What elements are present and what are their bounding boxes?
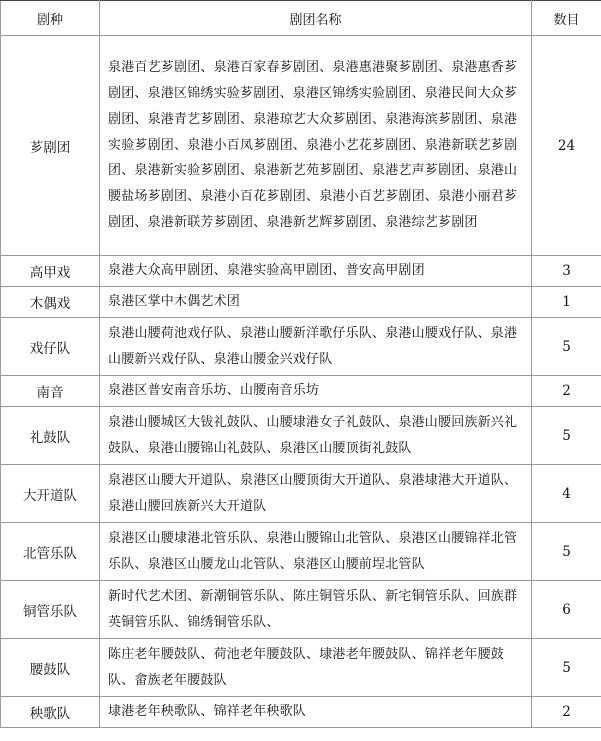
row-count: 24 [532,36,601,256]
row-count: 5 [532,318,601,376]
table-header-row [1,1,601,36]
row-count: 2 [532,697,601,728]
row-type: 秧歌队 [1,697,100,728]
table-row [1,318,601,376]
row-type: 木偶戏 [1,287,100,318]
row-type: 南音 [1,376,100,407]
row-names: 泉港百艺芗剧团、泉港百家春芗剧团、泉港惠港聚芗剧团、泉港惠香芗剧团、泉港区锦绣实验芗剧团、泉港区锦绣实验剧团、泉港民间大众芗剧团、泉港青艺芗剧团、泉港琼艺大众芗剧团、泉港海滨芗剧团、泉港实验芗剧团、泉港小百凤芗剧团、泉港小艺花芗剧团、泉港新联艺芗剧团、泉港新实验芗剧团、泉港新艺苑芗剧团、泉港艺声芗剧团、泉港山腰盐场芗剧团、泉港小百花芗剧团、泉港小百艺芗剧团、泉港小丽君芗剧团、泉港新联芳芗剧团、泉港新艺辉芗剧团、泉港综艺芗剧团 [100,36,532,256]
row-type: 芗剧团 [1,36,100,256]
row-type: 大开道队 [1,465,100,523]
row-type: 铜管乐队 [1,581,100,639]
table-row [1,697,601,728]
table-row [1,287,601,318]
row-names: 陈庄老年腰鼓队、荷池老年腰鼓队、埭港老年腰鼓队、锦祥老年腰鼓队、畲族老年腰鼓队 [100,639,532,697]
row-names: 泉港区山腰大开道队、泉港区山腰顶街大开道队、泉港埭港大开道队、泉港山腰回族新兴大开道队 [100,465,532,523]
row-count: 5 [532,639,601,697]
row-count: 2 [532,376,601,407]
row-count: 6 [532,581,601,639]
row-count: 4 [532,465,601,523]
row-type: 高甲戏 [1,256,100,287]
row-names: 埭港老年秧歌队、锦祥老年秧歌队 [100,697,532,728]
table-row [1,256,601,287]
table-row [1,36,601,256]
row-names: 泉港山腰城区大钹礼鼓队、山腰埭港女子礼鼓队、泉港山腰回族新兴礼鼓队、泉港山腰锦山礼鼓队、泉港区山腰顶街礼鼓队 [100,407,532,465]
row-type: 礼鼓队 [1,407,100,465]
table-row [1,376,601,407]
table-row [1,465,601,523]
row-names: 泉港山腰荷池戏仔队、泉港山腰新洋歌仔乐队、泉港山腰戏仔队、泉港山腰新兴戏仔队、泉港山腰金兴戏仔队 [100,318,532,376]
table-row [1,639,601,697]
row-names: 新时代艺术团、新潮铜管乐队、陈庄铜管乐队、新宅铜管乐队、回族群英铜管乐队、锦绣铜管乐队、 [100,581,532,639]
row-count: 1 [532,287,601,318]
row-names: 泉港区普安南音乐坊、山腰南音乐坊 [100,376,532,407]
header-names: 剧团名称 [100,1,532,36]
row-count: 3 [532,256,601,287]
row-count: 5 [532,407,601,465]
row-names: 泉港大众高甲剧团、泉港实验高甲剧团、普安高甲剧团 [100,256,532,287]
row-type: 戏仔队 [1,318,100,376]
row-count: 5 [532,523,601,581]
header-type: 剧种 [1,1,100,36]
table-row [1,581,601,639]
row-type: 北管乐队 [1,523,100,581]
table-row [1,523,601,581]
row-type: 腰鼓队 [1,639,100,697]
header-count: 数目 [532,1,601,36]
table-row [1,407,601,465]
row-names: 泉港区掌中木偶艺术团 [100,287,532,318]
row-names: 泉港区山腰埭港北管乐队、泉港山腰锦山北管队、泉港区山腰锦祥北管乐队、泉港区山腰龙山北管队、泉港区山腰前埕北管队 [100,523,532,581]
